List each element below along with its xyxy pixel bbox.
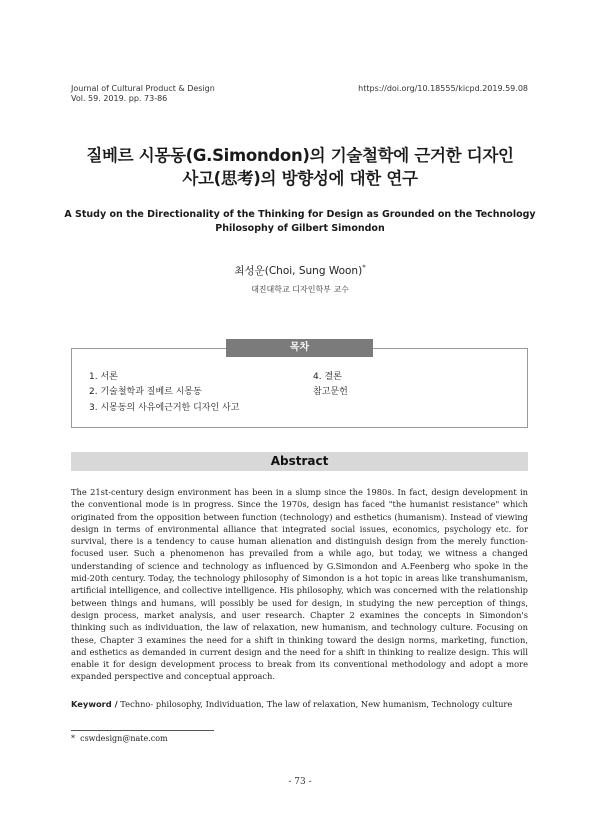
footnote-mark: * — [71, 734, 75, 743]
journal-volume: Vol. 59. 2019. pp. 73-86 — [71, 94, 168, 103]
doi-link[interactable]: https://doi.org/10.18555/kicpd.2019.59.08 — [358, 84, 528, 93]
keywords — [71, 699, 528, 709]
author-name: 최성운(Choi, Sung Woon)* — [234, 263, 366, 277]
toc-item: 3. 시몽동의 사유에근거한 디자인 사고 — [89, 403, 240, 413]
page-number: - 73 - — [288, 777, 312, 787]
toc-heading: 목차 — [226, 339, 373, 357]
toc-item: 4. 결론 — [313, 372, 342, 382]
footnote-email: cswdesign@nate.com — [80, 734, 168, 743]
footnote-rule — [71, 730, 214, 731]
abstract-body: The 21st-century design environment has been in a slump since the 1980s. In fact, design development in the conventional mode is in progress. Since the 1970s, design has faced "the humanist resistance" which originated from the opposition between function (technology) and esthetics (humanism). Instead of viewing design in terms of environmental alliance that integrated social issues, economics, psychology etc. for survival, there is a tendency to cause human alienation and distinguish design from the merely function-focused user. Such a phenomenon has prevailed from a while ago, but today, we witness a changed understanding of science and technology as influenced by G.Simondon and A.Feenberg who spoke in the mid-20th century. Today, the technology philosophy of Simondon is a hot topic in areas like transhumanism, artificial intelligence, and collective intelligence. His philosophy, which was concerned with the relationship between things and humans, will possibly be used for design, in studying the new perception of things, design process, market analysis, and user research. Chapter 2 examines the concepts in Simondon's thinking such as individuation, the law of relaxation, new humanism, and technology culture. Focusing on these, Chapter 3 examines the need for a shift in thinking toward the design norms, marketing, function, and esthetics as demanded in current design and the need for a shift in thinking to realize design. This will enable it for design development process to break from its conventional methodology and adopt a more expanded perspective and conceptual approach. — [71, 487, 528, 682]
title-english-line1: A Study on the Directionality of the Thinking for Design as Grounded on the Technology — [64, 209, 536, 220]
title-korean-line2: 사고(思考)의 방향성에 대한 연구 — [182, 169, 418, 188]
abstract-heading: Abstract — [71, 452, 528, 471]
toc-item: 2. 기술철학과 질베르 시몽동 — [89, 387, 202, 397]
author-footnote-mark: * — [362, 263, 366, 272]
footnote — [71, 734, 168, 743]
toc-item: 1. 서론 — [89, 372, 118, 382]
keyword-values: Techno- philosophy, Individuation, The law of relaxation, New humanism, Technology culture — [120, 699, 513, 709]
author-affiliation: 대진대학교 디자인학부 교수 — [251, 285, 349, 294]
title-english-line2: Philosophy of Gilbert Simondon — [215, 223, 385, 234]
keyword-label: Keyword / — [71, 699, 118, 709]
toc-item: 참고문헌 — [313, 387, 348, 397]
journal-name: Journal of Cultural Product & Design — [71, 84, 215, 93]
title-korean-line1: 질베르 시몽동(G.Simondon)의 기술철학에 근거한 디자인 — [86, 146, 514, 165]
